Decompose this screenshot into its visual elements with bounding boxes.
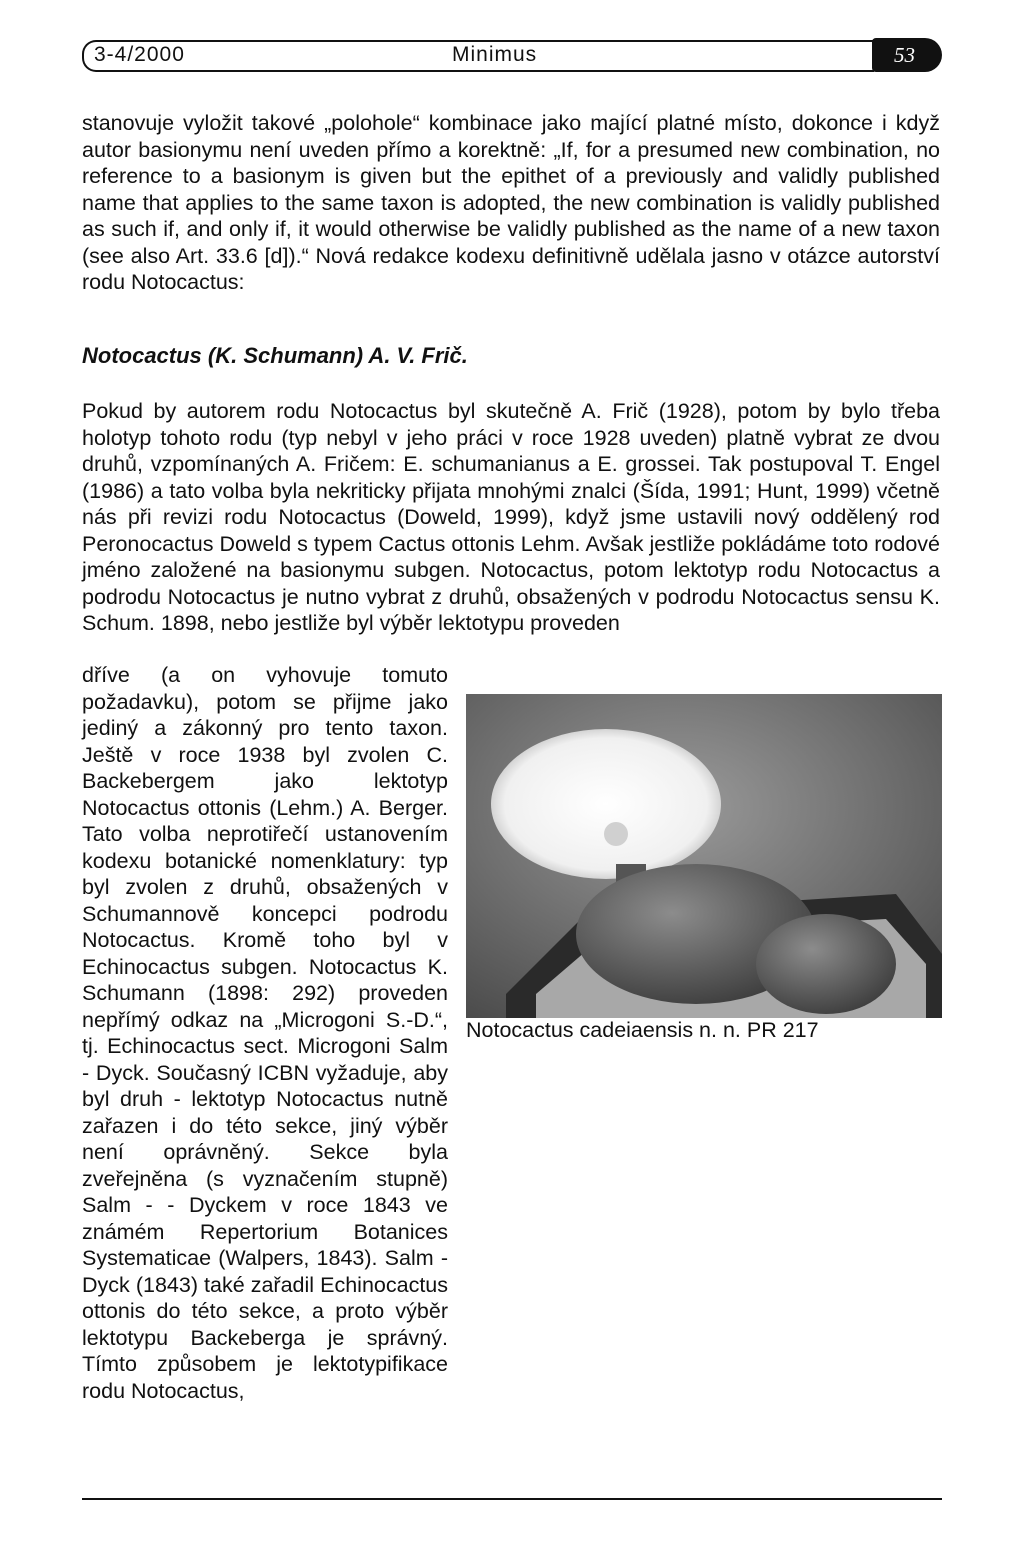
journal-title: Minimus	[452, 43, 538, 66]
cactus-photo	[466, 694, 942, 1018]
section-heading: Notocactus (K. Schumann) A. V. Frič.	[82, 343, 468, 368]
paragraph-1: stanovuje vyložit takové „polohole“ kombinace jako mající platné místo, dokonce i když autor basionymu není uveden přímo a korektně: „If, for a presumed new combination, no reference to a basionym is given but the epithet of a previously and validly published name that applies to the same taxon is adopted, the new combination is validly published as such if, and only if, it would otherwise be validly published as the name of a new taxon (see also Art. 33.6 [d]).“ Nová redakce kodexu definitivně udělala jasno v otázce autorství rodu Notocactus:	[82, 111, 940, 294]
footer-rule	[82, 1498, 942, 1500]
cactus-illustration	[466, 694, 942, 1018]
page-number-badge	[872, 38, 942, 72]
paragraph-2: Pokud by autorem rodu Notocactus byl skutečně A. Frič (1928), potom by bylo třeba holotyp tohoto rodu (typ nebyl v jeho práci v roce 1928 uveden) platně vybrat ze dvou druhů, vzpomínaných A. Fričem: E. schumanianus a E. grossei. Tak postupoval T. Engel (1986) a tato volba byla nekriticky přijata mnohými znalci (Šída, 1991; Hunt, 1999) včetně nás při revizi rodu Notocactus (Doweld, 1999), když jsme ustavili nový oddělený rod Peronocactus Doweld s typem Cactus ottonis Lehm. Avšak jestliže pokládáme toto rodové jméno založené na basionymu subgen. Notocactus, potom lektotyp rodu Notocactus a podrodu Notocactus je nutno vybrat z druhů, obsažených v podrodu Notocactus sensu K. Schum. 1898, nebo jestliže byl výběr lektotypu proveden	[82, 399, 940, 635]
issue-number: 3-4/2000	[94, 43, 185, 66]
paragraph-3: dříve (a on vyhovuje tomuto požadavku), potom se přijme jako jediný a zákonný pro tento taxon. Ještě v roce 1938 byl zvolen C. Backebergem jako lektotyp Notocactus ottonis (Lehm.) A. Berger. Tato volba neprotiřečí ustanovením kodexu botanické nomenklatury: typ byl zvolen z druhů, obsažených v Schumannově koncepci podrodu Notocactus. Kromě toho byl v Echinocactus subgen. Notocactus K. Schumann (1898: 292) proveden nepřímý odkaz na „Microgoni S.-D.“, tj. Echinocactus sect. Microgoni Salm - Dyck. Současný ICBN vyžaduje, aby byl druh - lektotyp Notocactus nutně zařazen i do této sekce, jiný výběr není oprávněný. Sekce byla zveřejněna (s vyznačením stupně) Salm - - Dyckem v roce 1843 ve známém Repertorium Botanices Systematicae (Walpers, 1843). Salm - Dyck (1843) také zařadil Echinocactus ottonis do této sekce, a proto výběr lektotypu Backeberga je správný. Tímto způsobem je lektotypifikace rodu Notocactus,	[82, 663, 448, 1403]
page-header	[82, 38, 942, 74]
page-number: 53	[894, 43, 915, 67]
photo-caption: Notocactus cadeiaensis n. n. PR 217	[466, 1018, 819, 1042]
